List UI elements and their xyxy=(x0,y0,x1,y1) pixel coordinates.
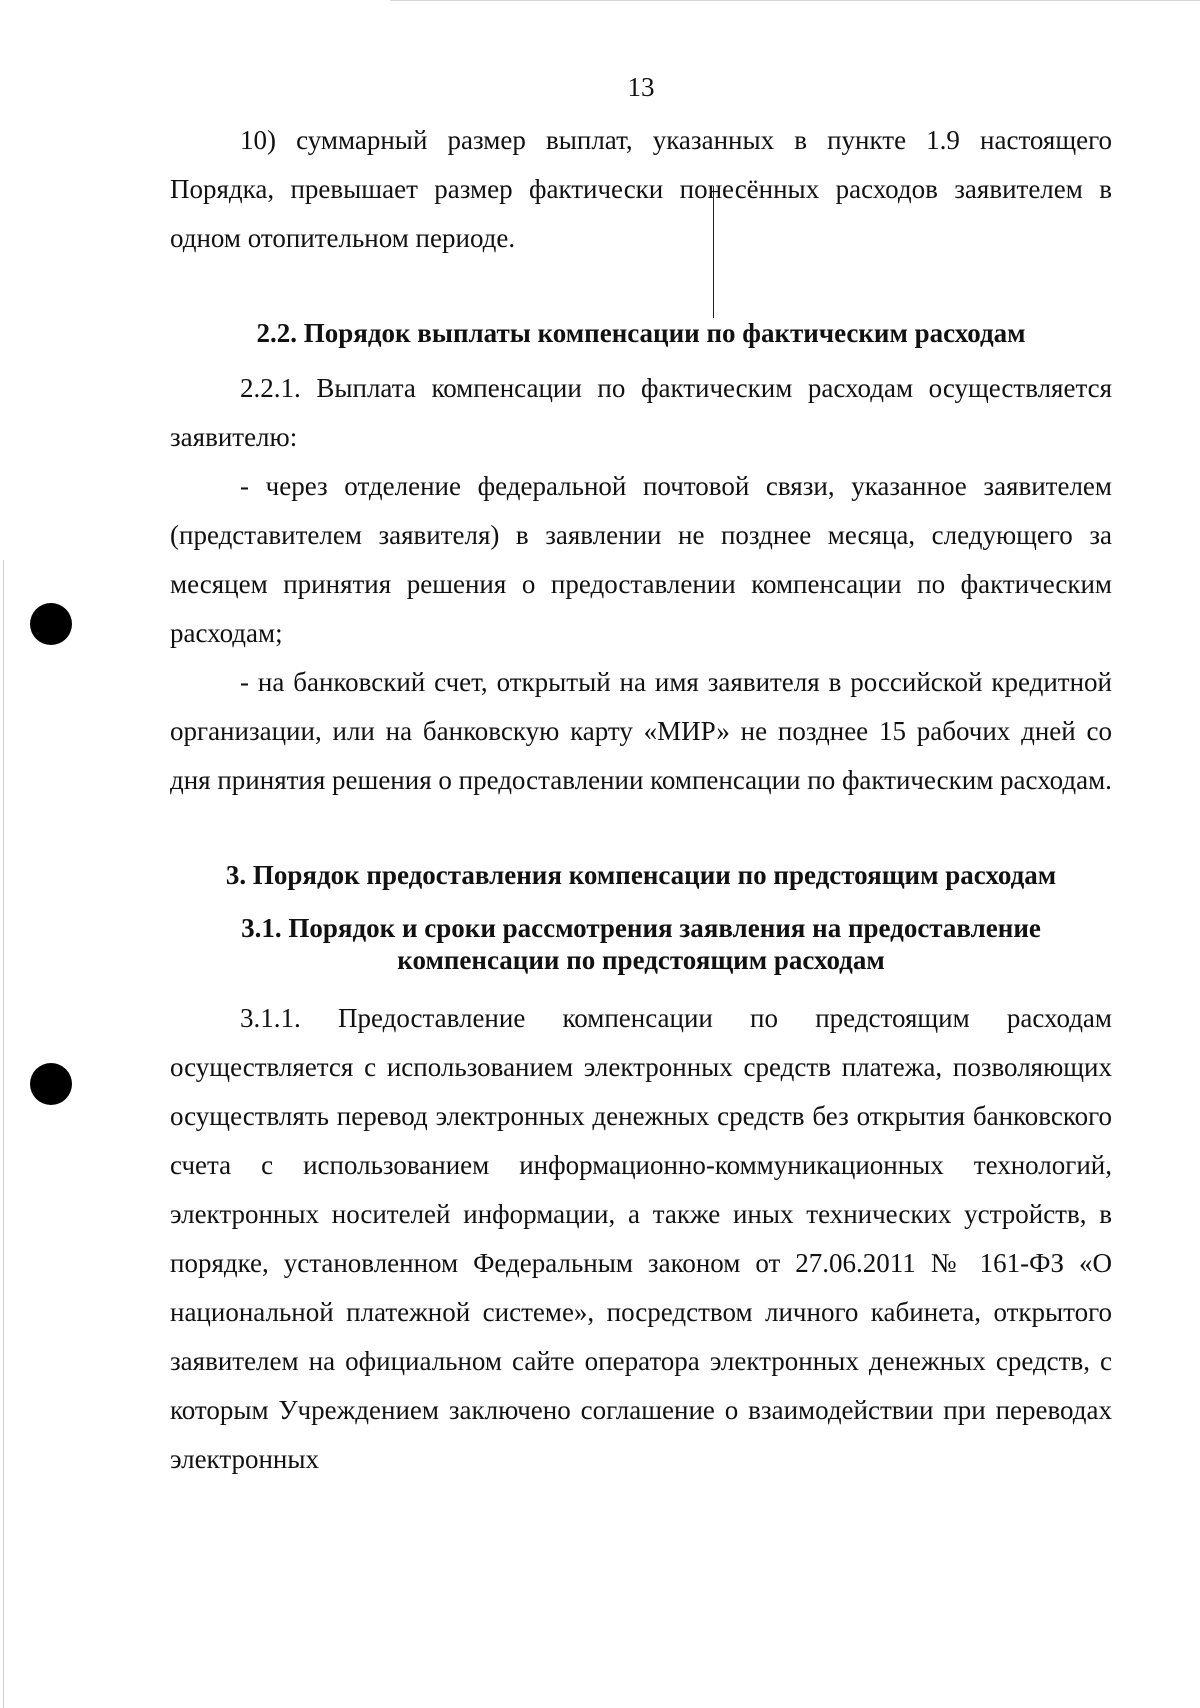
scan-edge-top xyxy=(390,0,1200,1)
section-heading-3-1: 3.1. Порядок и сроки рассмотрения заявления на предоставление компенсации по предстоящим расходам xyxy=(241,913,1041,975)
section-heading-2-2: 2.2. Порядок выплаты компенсации по фактическим расходам xyxy=(256,318,1026,348)
paragraph-2-2-1: 2.2.1. Выплата компенсации по фактическим расходам осуществляется заявителю: xyxy=(170,373,1112,452)
paragraph-postal-delivery: - через отделение федеральной почтовой связи, указанное заявителем (представителем заявителя) в заявлении не позднее месяца, следующего за месяцем принятия решения о предоставлении компенсации по фактическим расходам; xyxy=(170,471,1112,648)
paragraph-item-10: 10) суммарный размер выплат, указанных в пункте 1.9 настоящего Порядка, превышает размер фактически понесённых расходов заявителем в одном отопительном периоде. xyxy=(170,125,1112,253)
paragraph-bank-transfer: - на банковский счет, открытый на имя заявителя в российской кредитной организации, или на банковскую карту «МИР» не позднее 15 рабочих дней со дня принятия решения о предоставлении компенсации по фактическим расходам. xyxy=(170,667,1112,795)
punch-hole-upper xyxy=(30,603,72,645)
document-body xyxy=(170,116,1112,1484)
paragraph-3-1-1: 3.1.1. Предоставление компенсации по предстоящим расходам осуществляется с использованием электронных средств платежа, позволяющих осуществлять перевод электронных денежных средств без открытия банковского счета с использованием информационно-коммуникационных технологий, электронных носителей информации, а также иных технических устройств, в порядке, установленном Федеральным законом от 27.06.2011 № 161-ФЗ «О национальной платежной системе», посредством личного кабинета, открытого заявителем на официальном сайте оператора электронных денежных средств, с которым Учреждением заключено соглашение о взаимодействии при переводах электронных xyxy=(170,1003,1112,1474)
page-number: 13 xyxy=(627,72,655,102)
section-heading-3: 3. Порядок предоставления компенсации по предстоящим расходам xyxy=(225,860,1057,890)
scan-edge-left xyxy=(3,560,4,1708)
punch-hole-lower xyxy=(30,1063,72,1105)
